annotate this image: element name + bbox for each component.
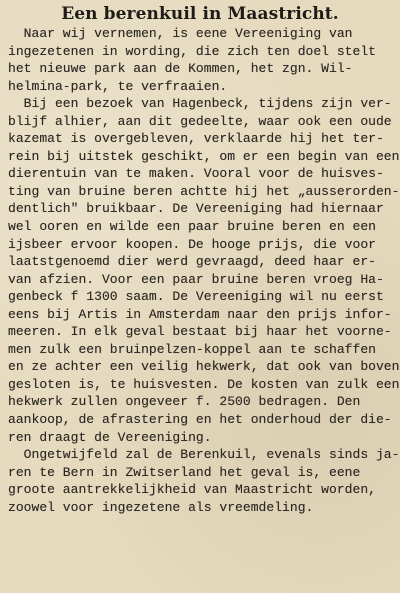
text-line: dentlich" bruikbaar. De Vereeniging had hiernaar xyxy=(8,201,384,217)
text-line: kazemat is overgebleven, verklaarde hij het ter- xyxy=(8,131,384,147)
text-line: van afzien. Voor een paar bruine beren vroeg Ha- xyxy=(8,271,384,287)
text-line: Naar wij vernemen, is eene Vereeniging van xyxy=(8,26,353,41)
text-line: Bij een bezoek van Hagenbeck, tijdens zijn ver- xyxy=(8,96,392,112)
text-line: gesloten is, te huisvesten. De kosten van zulk een xyxy=(8,376,400,392)
text-line: laatstgenoemd dier werd gevraagd, deed haar er- xyxy=(8,254,376,270)
text-line: ren draagt de Vereeniging. xyxy=(8,429,212,445)
text-line: zoowel voor ingezetene als vreemdeling. xyxy=(8,499,314,515)
text-line: meeren. In elk geval bestaat bij haar het voorne- xyxy=(8,324,392,340)
text-line: ijsbeer ervoor koopen. De hooge prijs, die voor xyxy=(8,236,376,252)
text-line: genbeck f 1300 saam. De Vereeniging wil nu eerst xyxy=(8,289,384,305)
text-line: hekwerk zullen ongeveer f. 2500 bedragen. Den xyxy=(8,394,361,410)
text-line: ren te Bern in Zwitserland het geval is, eene xyxy=(8,464,361,480)
text-line: het nieuwe park aan de Kommen, het zgn. Wil- xyxy=(8,61,353,77)
article-paragraph-2 xyxy=(8,95,400,446)
text-line: eens bij Artis in Amsterdam naar den prijs infor- xyxy=(8,306,392,322)
text-line: blijf alhier, aan dit gedeelte, waar ook een oude xyxy=(8,113,392,129)
text-line: ting van bruine beren achtte hij het „ausserorden- xyxy=(8,183,400,199)
text-line: groote aantrekkelijkheid van Maastricht worden, xyxy=(8,482,376,498)
text-line: helmina-park, te verfraaien. xyxy=(8,78,228,94)
text-line: aankoop, de afrastering en het onderhoud der die- xyxy=(8,412,392,428)
text-line: men zulk een bruinpelzen-koppel aan te schaffen xyxy=(8,341,376,357)
text-line: rein bij uitstek geschikt, om er een begin van een xyxy=(8,148,400,164)
text-line: wel ooren en wilde een paar bruine beren en een xyxy=(8,219,376,235)
text-line: en ze achter een veilig hekwerk, dat ook van boven xyxy=(8,359,400,375)
text-line: ingezetenen in wording, die zich ten doel stelt xyxy=(8,43,376,59)
article-paragraph-1 xyxy=(8,25,392,95)
text-line: dierentuin van te maken. Vooral voor de huisves- xyxy=(8,166,384,182)
article-paragraph-3 xyxy=(8,446,400,516)
article-headline: Een berenkuil in Maastricht. xyxy=(61,4,339,24)
text-line: Ongetwijfeld zal de Berenkuil, evenals sinds ja- xyxy=(8,447,400,463)
